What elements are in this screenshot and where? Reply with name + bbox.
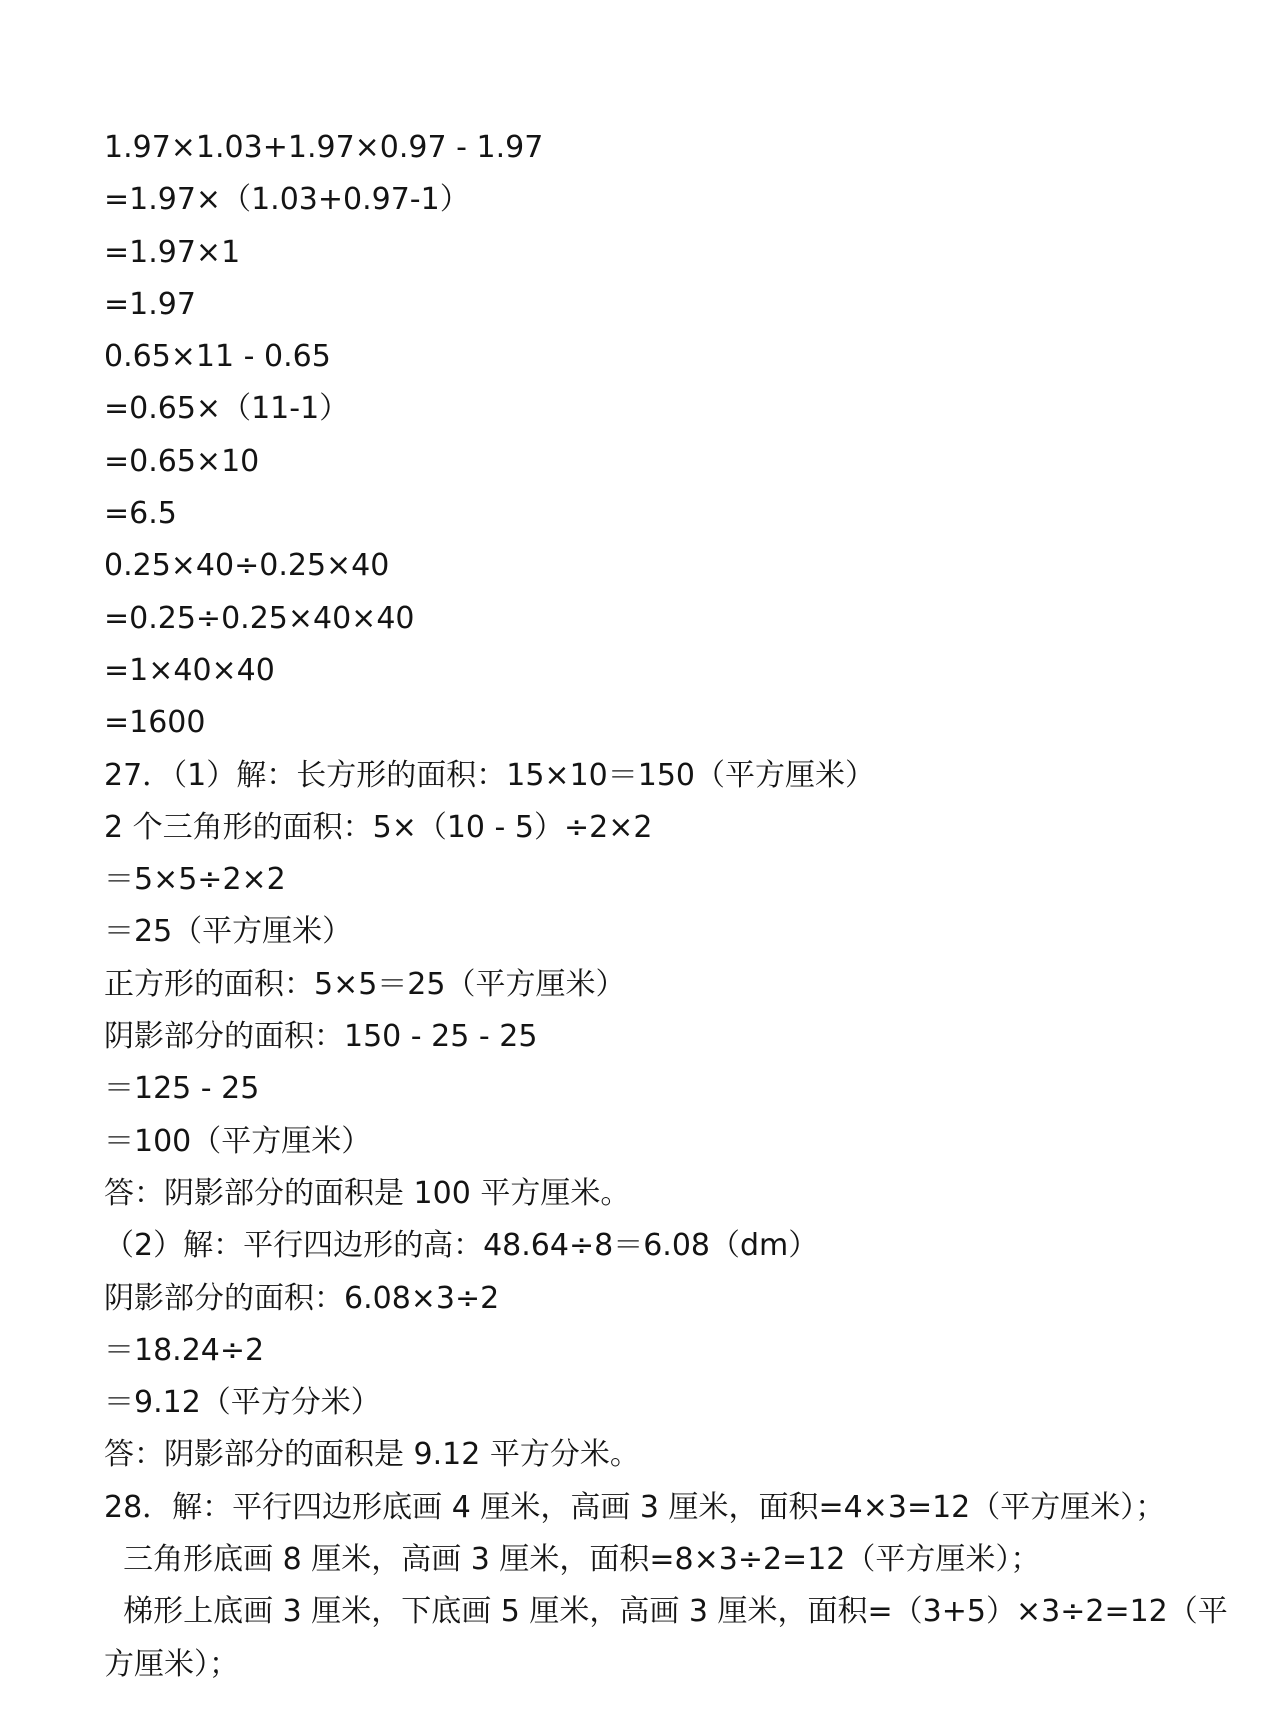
text-line: =1.97×1 <box>104 234 241 270</box>
text-line: 27．（1）解：长方形的面积：15×10＝150（平方厘米） <box>104 757 876 793</box>
text-line: ＝125 - 25 <box>104 1071 260 1107</box>
text-line: 28．解：平行四边形底画 4 厘米，高画 3 厘米，面积=4×3=12（平方厘米）； <box>104 1489 1166 1525</box>
text-line: =6.5 <box>104 496 177 532</box>
text-line: 方厘米）； <box>104 1646 239 1682</box>
text-line: ＝18.24÷2 <box>104 1332 265 1368</box>
text-line: 梯形上底画 3 厘米，下底画 5 厘米，高画 3 厘米，面积=（3+5）×3÷2=12（平 <box>104 1594 1228 1630</box>
text-line: （2）解：平行四边形的高：48.64÷8＝6.08（dm） <box>104 1228 819 1264</box>
text-line: =1×40×40 <box>104 652 275 688</box>
document-page <box>104 122 1228 1691</box>
text-line: 阴影部分的面积：6.08×3÷2 <box>104 1280 500 1316</box>
text-line: 三角形底画 8 厘米，高画 3 厘米，面积=8×3÷2=12（平方厘米）； <box>104 1542 1041 1578</box>
text-line: =0.65×10 <box>104 443 260 479</box>
text-line: ＝25（平方厘米） <box>104 914 353 950</box>
text-line: 答：阴影部分的面积是 100 平方厘米。 <box>104 1175 631 1211</box>
text-line: =0.25÷0.25×40×40 <box>104 600 415 636</box>
text-line: ＝5×5÷2×2 <box>104 862 286 898</box>
text-line: 0.65×11 - 0.65 <box>104 339 331 375</box>
text-line: 2 个三角形的面积：5×（10 - 5）÷2×2 <box>104 809 653 845</box>
text-line: =0.65×（11-1） <box>104 391 350 427</box>
text-line: =1.97 <box>104 286 196 322</box>
text-line: 1.97×1.03+1.97×0.97 - 1.97 <box>104 130 544 165</box>
text-line: 0.25×40÷0.25×40 <box>104 548 390 584</box>
text-line: =1.97×（1.03+0.97-1） <box>104 182 470 218</box>
text-line: =1600 <box>104 705 206 741</box>
text-line: 阴影部分的面积：150 - 25 - 25 <box>104 1019 538 1055</box>
text-line: 答：阴影部分的面积是 9.12 平方分米。 <box>104 1437 640 1473</box>
text-line: 正方形的面积：5×5＝25（平方厘米） <box>104 966 626 1002</box>
text-line: ＝9.12（平方分米） <box>104 1385 381 1421</box>
text-line: ＝100（平方厘米） <box>104 1123 372 1159</box>
